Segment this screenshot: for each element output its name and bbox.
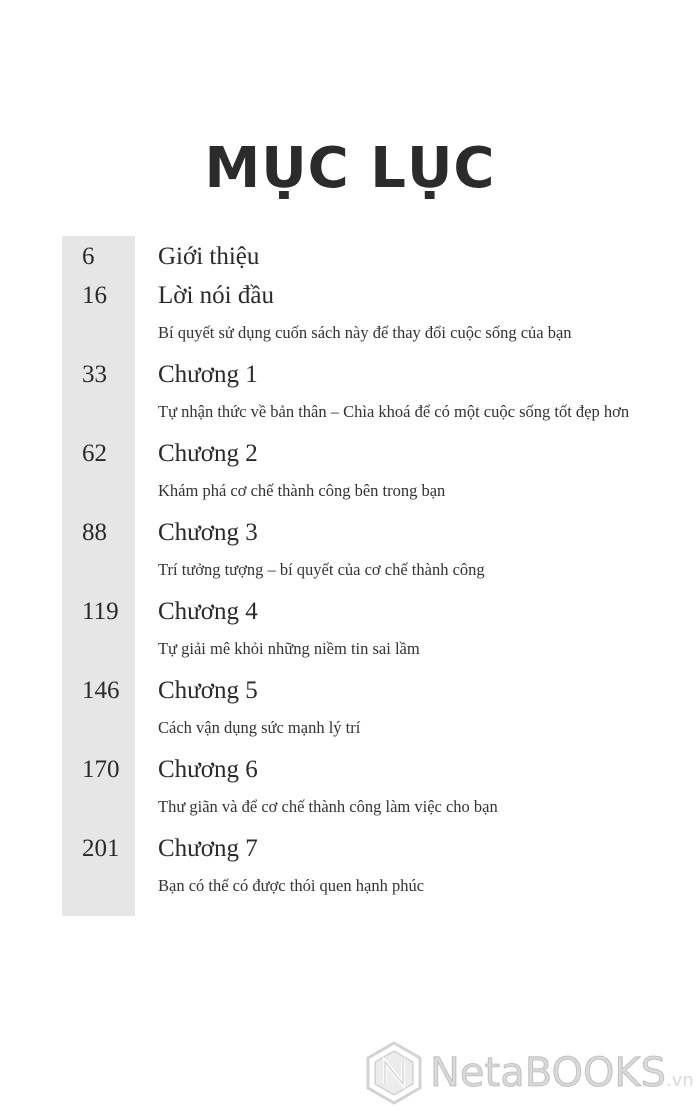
toc-chapter-subtitle: Bí quyết sử dụng cuốn sách này để thay đổi cuộc sống của bạn (158, 323, 572, 342)
toc-page-number: 62 (82, 440, 107, 467)
toc-chapter-heading: Chương 5 (158, 677, 258, 704)
toc-row (0, 591, 700, 630)
toc-subtitle-row (0, 314, 700, 354)
watermark-suffix: .vn (666, 1070, 694, 1091)
toc-chapter-heading: Chương 6 (158, 756, 258, 783)
toc-page-number: 33 (82, 361, 107, 388)
toc-page-number: 146 (82, 677, 120, 704)
toc-chapter-subtitle: Thư giãn và để cơ chế thành công làm việc cho bạn (158, 797, 498, 816)
toc-row (0, 275, 700, 314)
toc-chapter-subtitle: Tự nhận thức về bản thân – Chìa khoá để có một cuộc sống tốt đẹp hơn (158, 402, 630, 421)
page-title: MỤC LỤC (204, 136, 496, 201)
toc-row (0, 236, 700, 275)
toc-subtitle-row (0, 393, 700, 433)
toc-row (0, 749, 700, 788)
toc-chapter-subtitle: Bạn có thể có được thói quen hạnh phúc (158, 876, 425, 895)
toc-subtitle-row (0, 551, 700, 591)
toc-row (0, 828, 700, 867)
toc-chapter-heading: Chương 3 (158, 519, 258, 546)
watermark-brand: NetaBOOKS (430, 1050, 667, 1096)
toc-entry (0, 828, 700, 907)
toc-entry (0, 236, 700, 275)
watermark-text (430, 1048, 694, 1106)
toc-row (0, 512, 700, 551)
toc-subtitle-row (0, 867, 700, 907)
toc-page-number: 170 (82, 756, 120, 783)
toc-page-number: 16 (82, 282, 107, 309)
toc-chapter-subtitle: Tự giải mê khỏi những niềm tin sai lầm (158, 639, 420, 658)
toc-row (0, 433, 700, 472)
toc-chapter-subtitle: Cách vận dụng sức mạnh lý trí (158, 718, 361, 737)
toc-entry (0, 512, 700, 591)
toc-page-number: 88 (82, 519, 107, 546)
toc-entry (0, 749, 700, 828)
toc-subtitle-row (0, 788, 700, 828)
toc-page-number: 119 (82, 598, 119, 625)
watermark (364, 1040, 700, 1106)
toc-chapter-heading: Chương 1 (158, 361, 258, 388)
table-of-contents (0, 236, 700, 907)
toc-chapter-heading: Chương 2 (158, 440, 258, 467)
neta-logo-icon (364, 1040, 424, 1106)
toc-chapter-heading: Chương 4 (158, 598, 258, 625)
toc-subtitle-row (0, 630, 700, 670)
toc-row (0, 670, 700, 709)
toc-chapter-subtitle: Trí tưởng tượng – bí quyết của cơ chế thành công (158, 560, 485, 579)
toc-entry (0, 433, 700, 512)
toc-subtitle-row (0, 472, 700, 512)
toc-page-number: 6 (82, 243, 95, 270)
toc-entry (0, 275, 700, 354)
toc-entry (0, 670, 700, 749)
toc-subtitle-row (0, 709, 700, 749)
toc-chapter-subtitle: Khám phá cơ chế thành công bên trong bạn (158, 481, 446, 500)
toc-page-number: 201 (82, 835, 120, 862)
toc-entry (0, 354, 700, 433)
toc-chapter-heading: Chương 7 (158, 835, 258, 862)
toc-chapter-heading: Lời nói đầu (158, 282, 274, 309)
toc-chapter-heading: Giới thiệu (158, 243, 260, 270)
toc-row (0, 354, 700, 393)
toc-entry (0, 591, 700, 670)
